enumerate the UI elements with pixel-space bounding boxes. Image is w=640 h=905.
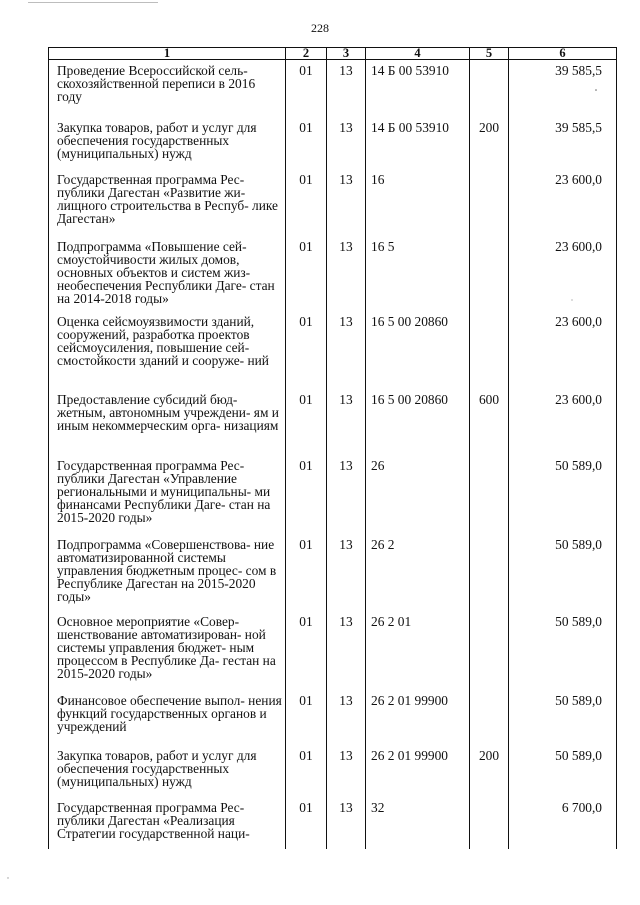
row-target: 26 2 01 99900	[366, 694, 470, 749]
row-section: 01	[286, 240, 327, 315]
scan-speck	[7, 877, 8, 878]
header-col-2: 2	[286, 48, 327, 60]
row-name: Предоставление субсидий бюд- жетным, автономным учреждени- ям и иным некоммерческим орга- низациям	[49, 393, 286, 459]
row-section: 01	[286, 749, 327, 801]
row-amount: 23 600,0	[509, 173, 617, 240]
row-subsection: 13	[327, 749, 366, 801]
row-amount: 6 700,0	[509, 801, 617, 849]
row-amount: 50 589,0	[509, 694, 617, 749]
row-target: 26 2 01 99900	[366, 749, 470, 801]
row-subsection: 13	[327, 240, 366, 315]
header-col-6: 6	[509, 48, 617, 60]
row-name: Основное мероприятие «Совер- шенствование автоматизирован- ной системы управления бюджет- ным процессом в Республике Да- гестан на 2015-2020 годы»	[49, 615, 286, 694]
row-target: 16 5 00 20860	[366, 315, 470, 393]
row-target: 14 Б 00 53910	[366, 60, 470, 121]
header-col-1: 1	[49, 48, 286, 60]
row-name: Государственная программа Рес- публики Дагестан «Управление региональными и муниципальны- ми финансами Республики Даге- стан на 2015-2020 годы»	[49, 459, 286, 538]
row-kind: 200	[470, 121, 509, 173]
row-amount: 23 600,0	[509, 393, 617, 459]
header-col-3: 3	[327, 48, 366, 60]
row-section: 01	[286, 315, 327, 393]
row-section: 01	[286, 121, 327, 173]
row-amount: 50 589,0	[509, 749, 617, 801]
row-target: 26	[366, 459, 470, 538]
row-section: 01	[286, 173, 327, 240]
header-col-5: 5	[470, 48, 509, 60]
row-target: 26 2 01	[366, 615, 470, 694]
row-kind: 200	[470, 749, 509, 801]
row-target: 32	[366, 801, 470, 849]
row-subsection: 13	[327, 801, 366, 849]
row-target: 26 2	[366, 538, 470, 615]
row-name: Проведение Всероссийской сель- скохозяйственной переписи в 2016 году	[49, 60, 286, 121]
row-subsection: 13	[327, 393, 366, 459]
row-name: Закупка товаров, работ и услуг для обеспечения государственных (муниципальных) нужд	[49, 121, 286, 173]
scan-speck	[571, 299, 572, 300]
row-amount: 39 585,5	[509, 121, 617, 173]
header-col-4: 4	[366, 48, 470, 60]
row-target: 16 5 00 20860	[366, 393, 470, 459]
row-name: Финансовое обеспечение выпол- нения функций государственных органов и учреждений	[49, 694, 286, 749]
row-amount: 50 589,0	[509, 615, 617, 694]
row-amount: 50 589,0	[509, 538, 617, 615]
row-kind: 600	[470, 393, 509, 459]
row-amount: 50 589,0	[509, 459, 617, 538]
row-section: 01	[286, 459, 327, 538]
row-subsection: 13	[327, 173, 366, 240]
row-amount: 39 585,5	[509, 60, 617, 121]
row-section: 01	[286, 615, 327, 694]
row-section: 01	[286, 801, 327, 849]
row-subsection: 13	[327, 694, 366, 749]
row-name: Подпрограмма «Совершенствова- ние автоматизированной системы управления бюджетным процес- сом в Республике Дагестан на 2015-2020 годы»	[49, 538, 286, 615]
row-section: 01	[286, 694, 327, 749]
row-subsection: 13	[327, 60, 366, 121]
row-section: 01	[286, 538, 327, 615]
row-subsection: 13	[327, 615, 366, 694]
row-subsection: 13	[327, 121, 366, 173]
row-amount: 23 600,0	[509, 240, 617, 315]
row-amount: 23 600,0	[509, 315, 617, 393]
scan-speck	[595, 89, 597, 91]
page-number: 228	[311, 21, 329, 35]
row-section: 01	[286, 393, 327, 459]
row-name: Оценка сейсмоуязвимости зданий, сооружений, разработка проектов сейсмоусиления, повышение сей- смостойкости зданий и сооруже- ний	[49, 315, 286, 393]
row-name: Подпрограмма «Повышение сей- смоустойчивости жилых домов, основных объектов и систем жиз- необеспечения Республики Даге- стан на 2014-2018 годы»	[49, 240, 286, 315]
row-subsection: 13	[327, 538, 366, 615]
row-target: 16 5	[366, 240, 470, 315]
row-target: 14 Б 00 53910	[366, 121, 470, 173]
row-target: 16	[366, 173, 470, 240]
row-subsection: 13	[327, 315, 366, 393]
row-section: 01	[286, 60, 327, 121]
row-subsection: 13	[327, 459, 366, 538]
row-name: Государственная программа Рес- публики Дагестан «Реализация Стратегии государственной наци-	[49, 801, 286, 849]
row-name: Закупка товаров, работ и услуг для обеспечения государственных (муниципальных) нужд	[49, 749, 286, 801]
row-name: Государственная программа Рес- публики Дагестан «Развитие жи- лищного строительства в Респуб- лике Дагестан»	[49, 173, 286, 240]
